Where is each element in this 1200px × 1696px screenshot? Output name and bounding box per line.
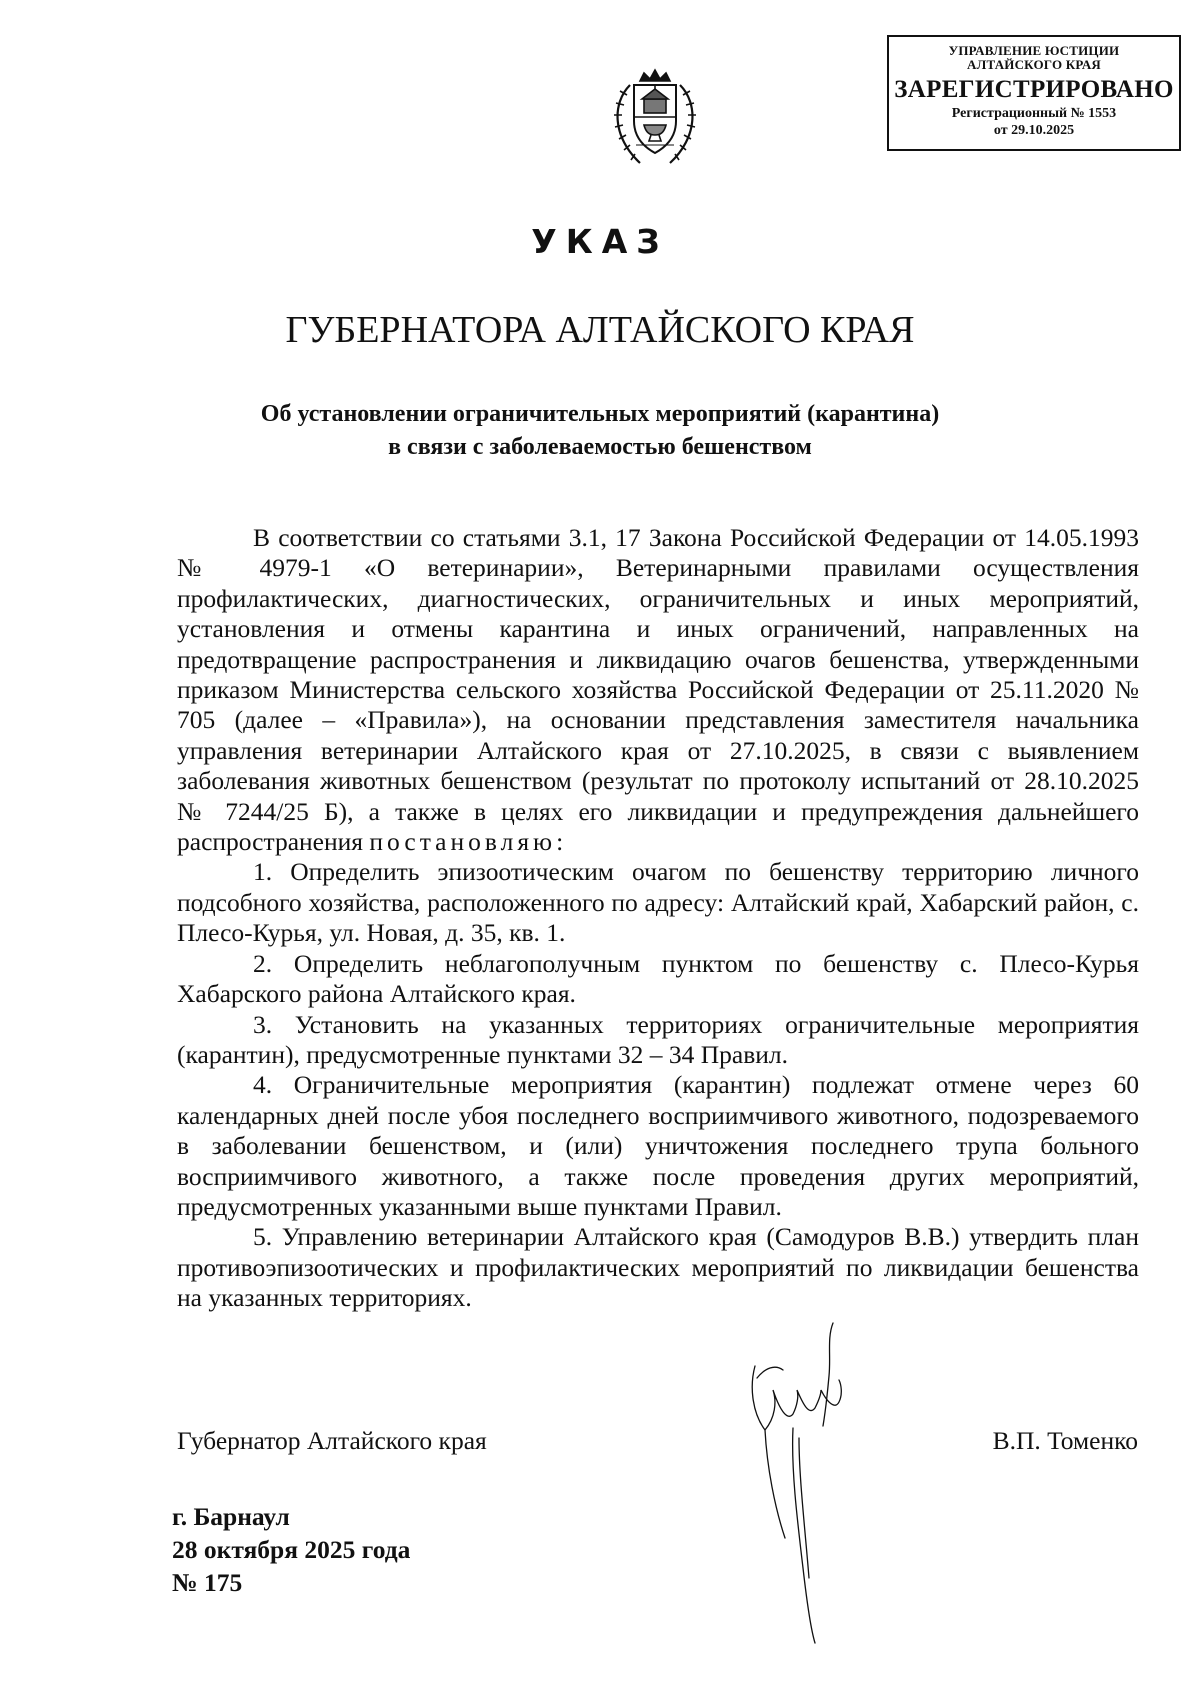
decree-word: постановляю: bbox=[369, 827, 568, 857]
stamp-date: от 29.10.2025 bbox=[993, 123, 1075, 138]
preamble-text: В соответствии со статьями 3.1, 17 Закона Российской Федерации от 14.05.1993 № 4979-1 «О ветеринарии», Ветеринарными правилами осуществления профилактических, диагностических, ограничительных и иных мероприятий, установления и отмены карантина и иных ограничений, направленных на предотвращение распространения и ликвидацию очагов бешенства, утвержденными приказом Министерства сельского хозяйства Российской Федерации от 25.11.2020 № 705 (далее – «Правила»), на основании представления заместителя начальника управления ветеринарии Алтайского края от 27.10.2025, в связи с выявлением заболевания животных бешенством (результат по протоколу испытаний от 28.10.2025 № 7244/25 Б), а также в целях его ликвидации и предупреждения дальнейшего распространения bbox=[177, 523, 1139, 857]
decree-item-5: 5. Управлению ветеринарии Алтайского края (Самодуров В.В.) утвердить план противоэпизоотических и профилактических мероприятий по ликвидации бешенства на указанных территориях. bbox=[177, 1222, 1139, 1313]
stamp-registration-number: Регистрационный № 1553 bbox=[951, 106, 1117, 121]
stamp-department-line1: УПРАВЛЕНИЕ ЮСТИЦИИ bbox=[948, 43, 1120, 58]
signatory-role: Губернатор Алтайского края bbox=[177, 1426, 487, 1455]
registration-stamp bbox=[887, 35, 1181, 151]
document-title-line2: в связи с заболеваемостью бешенством bbox=[388, 434, 812, 460]
document-footer bbox=[172, 1500, 410, 1599]
stamp-department bbox=[889, 44, 1179, 72]
decree-item-4: 4. Ограничительные мероприятия (карантин) подлежат отмене через 60 календарных дней после убоя последнего восприимчивого животного, подозреваемого в заболевании бешенством, и (или) уничтожения последнего трупа больного восприимчивого животного, а также после проведения других мероприятий, предусмотренных указанными выше пунктами Правил. bbox=[177, 1070, 1139, 1221]
signatory-name: В.П. Томенко bbox=[992, 1426, 1138, 1455]
issuer-heading: ГУБЕРНАТОРА АЛТАЙСКОГО КРАЯ bbox=[285, 309, 915, 351]
decree-item-1: 1. Определить эпизоотическим очагом по бешенству территорию личного подсобного хозяйства, расположенного по адресу: Алтайский край, Хабарский район, с. Плесо-Курья, ул. Новая, д. 35, кв. 1. bbox=[177, 857, 1139, 948]
coat-of-arms-icon bbox=[600, 65, 710, 175]
stamp-department-line2: АЛТАЙСКОГО КРАЯ bbox=[967, 57, 1101, 72]
document-title bbox=[0, 398, 1200, 464]
document-number: № 175 bbox=[172, 1568, 243, 1597]
preamble-paragraph bbox=[177, 523, 1139, 857]
document-body bbox=[177, 523, 1139, 1314]
document-title-line1: Об установлении ограничительных мероприятий (карантина) bbox=[260, 401, 940, 427]
handwritten-signature bbox=[735, 1318, 885, 1648]
issue-city: г. Барнаул bbox=[172, 1502, 290, 1531]
issue-date: 28 октября 2025 года bbox=[172, 1535, 411, 1564]
stamp-status: ЗАРЕГИСТРИРОВАНО bbox=[894, 76, 1174, 103]
decree-item-3: 3. Установить на указанных территориях ограничительные мероприятия (карантин), предусмотренные пунктами 32 – 34 Правил. bbox=[177, 1009, 1139, 1069]
document-type: УКАЗ bbox=[531, 222, 669, 261]
decree-item-2: 2. Определить неблагополучным пунктом по бешенству с. Плесо-Курья Хабарского района Алтайского края. bbox=[177, 948, 1139, 1009]
